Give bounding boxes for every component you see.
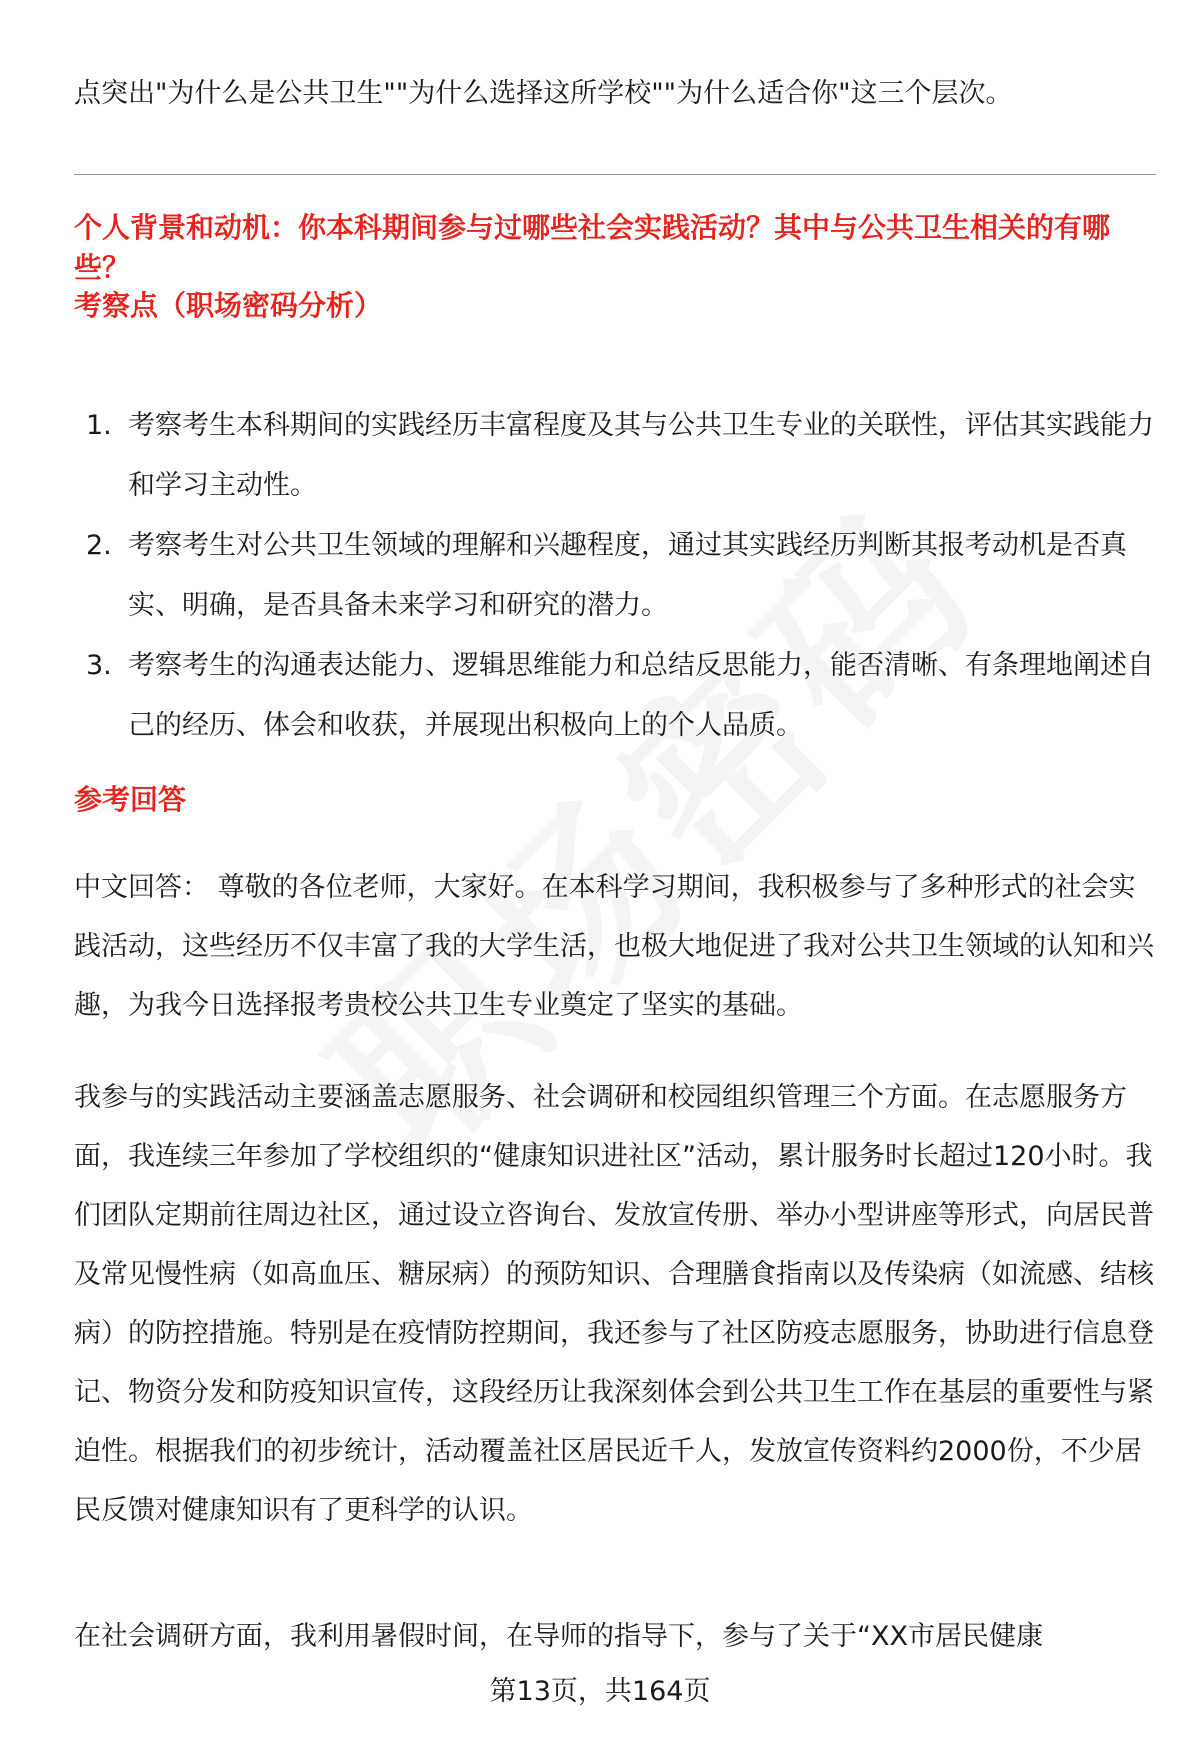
exam-point-number: 3. [86, 650, 112, 681]
exam-point-text: 考察考生对公共卫生领域的理解和兴趣程度，通过其实践经历判断其报考动机是否真实、明确，是否具备未来学习和研究的潜力。 [128, 530, 1127, 621]
section-divider [74, 174, 1156, 175]
exam-point-item [74, 636, 1156, 756]
answer-paragraph-3: 在社会调研方面，我利用暑假时间，在导师的指导下，参与了关于“XX市居民健康 [74, 1621, 1043, 1652]
exam-point-item [74, 516, 1156, 636]
exam-point-number: 1. [86, 410, 112, 441]
question-heading: 个人背景和动机：你本科期间参与过哪些社会实践活动？其中与公共卫生相关的有哪些？ [74, 211, 1111, 284]
exam-point-item [74, 396, 1156, 516]
exam-point-number: 2. [86, 530, 112, 561]
answer-title: 参考回答 [74, 783, 187, 816]
exam-point-text: 考察考生本科期间的实践经历丰富程度及其与公共卫生专业的关联性，评估其实践能力和学习主动性。 [128, 410, 1154, 501]
intro-tail-text: 点突出"为什么是公共卫生""为什么选择这所学校""为什么适合你"这三个层次。 [74, 78, 1013, 109]
answer-paragraph-2: 我参与的实践活动主要涵盖志愿服务、社会调研和校园组织管理三个方面。在志愿服务方面，我连续三年参加了学校组织的“健康知识进社区”活动，累计服务时长超过120小时。我们团队定期前往周边社区，通过设立咨询台、发放宣传册、举办小型讲座等形式，向居民普及常见慢性病（如高血压、糖尿病）的预防知识、合理膳食指南以及传染病（如流感、结核病）的防控措施。特别是在疫情防控期间，我还参与了社区防疫志愿服务，协助进行信息登记、物资分发和防疫知识宣传，这段经历让我深刻体会到公共卫生工作在基层的重要性与紧迫性。根据我们的初步统计，活动覆盖社区居民近千人，发放宣传资料约2000份，不少居民反馈对健康知识有了更科学的认识。 [74, 1082, 1154, 1526]
exam-points-title: 考察点（职场密码分析） [74, 289, 383, 322]
exam-points-list [74, 396, 1156, 756]
answer-paragraph-1: 中文回答： 尊敬的各位老师，大家好。在本科学习期间，我积极参与了多种形式的社会实践活动，这些经历不仅丰富了我的大学生活，也极大地促进了我对公共卫生领域的认知和兴趣，为我今日选择报考贵校公共卫生专业奠定了坚实的基础。 [74, 872, 1154, 1021]
exam-point-text: 考察考生的沟通表达能力、逻辑思维能力和总结反思能力，能否清晰、有条理地阐述自己的经历、体会和收获，并展现出积极向上的个人品质。 [128, 650, 1154, 741]
page-number-footer: 第13页，共164页 [489, 1676, 711, 1707]
